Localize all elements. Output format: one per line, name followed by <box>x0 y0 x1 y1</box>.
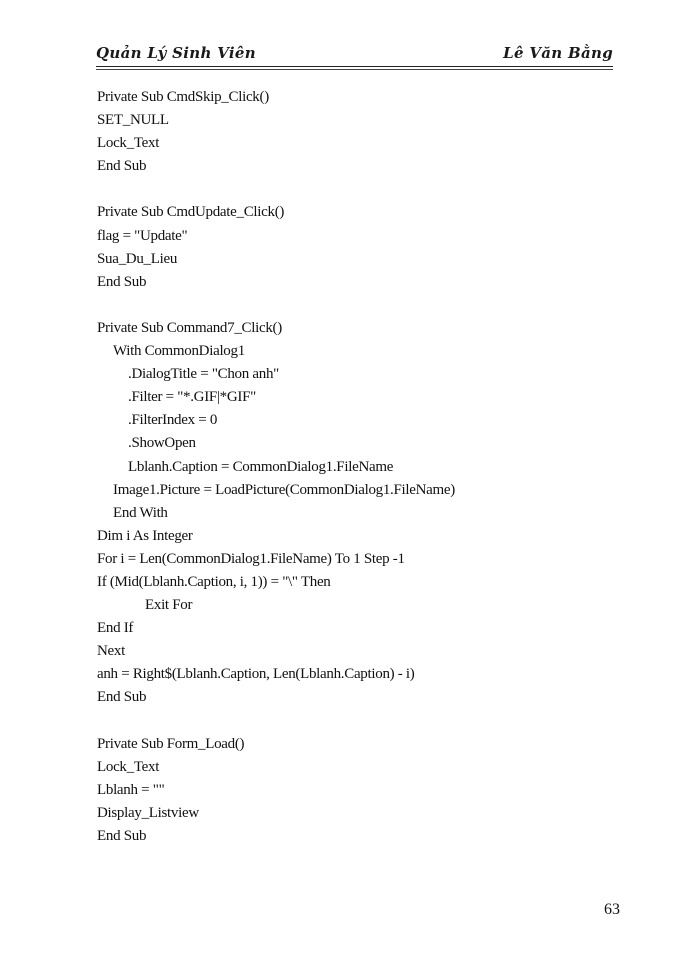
code-line: Exit For <box>145 597 193 614</box>
page-number: 63 <box>604 901 620 918</box>
code-line: Sua_Du_Lieu <box>97 250 178 267</box>
code-line: .ShowOpen <box>128 435 196 452</box>
header-title: Quản Lý Sinh Viên <box>96 44 256 62</box>
code-line: SET_NULL <box>97 112 169 129</box>
code-line: End Sub <box>97 158 147 175</box>
code-line: flag = "Update" <box>97 227 188 244</box>
code-line: Dim i As Integer <box>97 527 193 544</box>
code-line: End Sub <box>97 689 147 706</box>
code-blank-line <box>97 178 617 201</box>
code-line: Private Sub CmdSkip_Click() <box>97 89 269 105</box>
header-divider-thin <box>96 69 613 70</box>
header-author: Lê Văn Bằng <box>503 44 613 62</box>
code-line: End Sub <box>97 828 147 844</box>
code-line: End With <box>113 504 168 521</box>
code-line: Private Sub Command7_Click() <box>97 319 282 336</box>
code-line: With CommonDialog1 <box>113 343 245 360</box>
code-line: .Filter = "*.GIF|*GIF" <box>128 389 256 406</box>
code-line: Lblanh = "" <box>97 781 165 798</box>
code-line: Private Sub Form_Load() <box>97 735 245 752</box>
code-line: For i = Len(CommonDialog1.FileName) To 1 Step -1 <box>97 550 405 567</box>
code-line: End Sub <box>97 273 147 290</box>
code-line: Lock_Text <box>97 758 160 775</box>
code-line: End If <box>97 620 134 637</box>
code-line: .DialogTitle = "Chon anh" <box>128 366 279 383</box>
code-line: If (Mid(Lblanh.Caption, i, 1)) = "\" Then <box>97 573 331 590</box>
code-line: Lock_Text <box>97 135 160 152</box>
code-blank-line <box>97 710 617 733</box>
code-line: Image1.Picture = LoadPicture(CommonDialog1.FileName) <box>113 481 455 498</box>
code-line: .FilterIndex = 0 <box>128 412 218 429</box>
code-blank-line <box>97 294 617 317</box>
code-line: anh = Right$(Lblanh.Caption, Len(Lblanh.Caption) - i) <box>97 666 415 683</box>
code-line: Display_Listview <box>97 804 199 821</box>
page-header <box>96 42 613 64</box>
code-line: Lblanh.Caption = CommonDialog1.FileName <box>128 458 394 475</box>
code-block <box>97 86 617 848</box>
code-line: Next <box>97 643 125 660</box>
header-divider <box>96 66 613 67</box>
code-line: Private Sub CmdUpdate_Click() <box>97 204 285 221</box>
